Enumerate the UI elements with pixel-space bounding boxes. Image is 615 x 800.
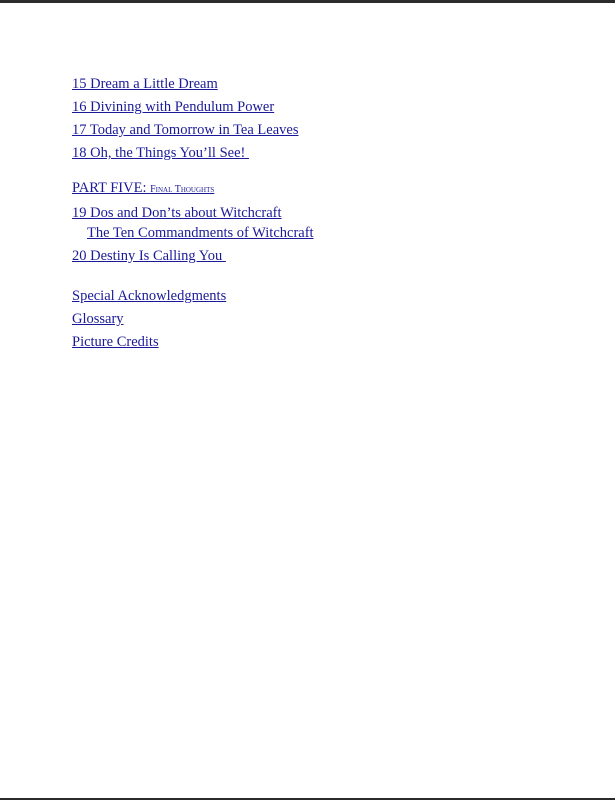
toc-link-chapter-19[interactable]: 19 Dos and Don’ts about Witchcraft <box>72 205 282 221</box>
toc-link-chapter-18[interactable]: 18 Oh, the Things You’ll See! <box>72 145 249 161</box>
toc-link-chapter-17[interactable]: 17 Today and Tomorrow in Tea Leaves <box>72 122 299 138</box>
toc-link-chapter-16[interactable]: 16 Divining with Pendulum Power <box>72 99 275 115</box>
toc-link-part-five[interactable] <box>72 179 592 199</box>
toc-link-glossary[interactable]: Glossary <box>72 311 124 327</box>
section-spacer <box>72 167 592 179</box>
part-five-label: PART FIVE: <box>72 180 151 196</box>
top-border-rule <box>0 0 615 3</box>
toc-link-picture-credits[interactable]: Picture Credits <box>72 334 159 350</box>
part-five-title: Final Thoughts <box>150 184 215 195</box>
table-of-contents <box>72 75 592 356</box>
toc-link-special-acknowledgments[interactable]: Special Acknowledgments <box>72 288 227 304</box>
toc-link-ten-commandments[interactable]: The Ten Commandments of Witchcraft <box>87 225 314 241</box>
section-spacer <box>72 270 592 287</box>
toc-link-chapter-15[interactable]: 15 Dream a Little Dream <box>72 76 218 92</box>
toc-link-chapter-20[interactable]: 20 Destiny Is Calling You <box>72 248 226 264</box>
